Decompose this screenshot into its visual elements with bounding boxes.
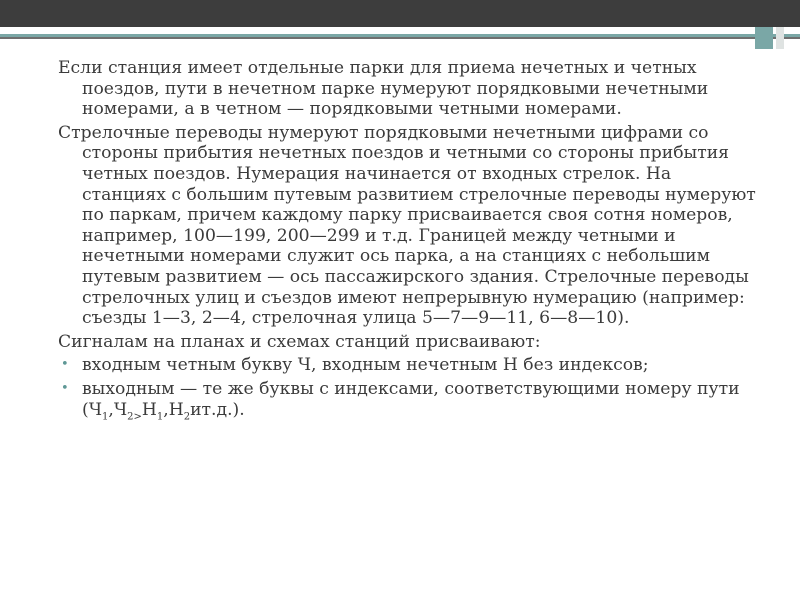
slide-body — [58, 58, 758, 423]
notation-text: ,Н — [163, 399, 184, 420]
notation-text: ,Ч — [108, 399, 128, 420]
signal-notation-example — [82, 400, 245, 420]
notation-text: (Ч — [82, 399, 102, 420]
notation-text: Н — [141, 399, 157, 420]
notation-subscript: 2> — [127, 410, 142, 422]
list-item-exit-signals — [58, 379, 758, 420]
notation-subscript: 1 — [102, 410, 109, 422]
paragraph-signals-intro: Сигналам на планах и схемах станций присваивают: — [58, 331, 541, 352]
list-item-entry-signals — [58, 355, 758, 376]
bullet-icon: • — [61, 357, 69, 373]
paragraph-switch-numbering: Стрелочные переводы нумеруют порядковыми нечетными цифрами со стороны прибытия нечетных поездов и четными со стороны прибытия четных поездов. Нумерация начинается от входных стрелок. На станциях с большим путевым развитием стрелочные переводы нумеруют по паркам, причем каждому парку присваивается своя сотня номеров, например, 100—199, 200—299 и т.д. Границей между четными и нечетными номерами служит ось парка, а на станциях с небольшим путевым развитием — ось пассажирского здания. Стрелочные переводы стрелочных улиц и съездов имеют непрерывную нумерацию (например: съезды 1—3, 2—4, стрелочная улица 5—7—9—11, 6—8—10). — [58, 122, 756, 329]
notation-text: ит.д.). — [190, 399, 245, 420]
list-item-text: входным четным букву Ч, входным нечетным Н без индексов; — [82, 355, 649, 376]
paragraph-odd-even-parks: Если станция имеет отдельные парки для приема нечетных и четных поездов, пути в нечетном парке нумеруют порядковыми нечетными номерами, а в четном — порядковыми четными номерами. — [58, 58, 709, 120]
notation-subscript: 2 — [183, 410, 191, 422]
accent-tab-light — [776, 27, 784, 49]
notation-subscript: 1 — [156, 410, 164, 422]
accent-tab — [755, 27, 773, 49]
bullet-icon: • — [61, 380, 69, 396]
accent-line-dark — [0, 37, 800, 39]
list-item-text: выходным — те же буквы с индексами, соответствующими номеру пути — [82, 378, 740, 399]
top-bar — [0, 0, 800, 27]
